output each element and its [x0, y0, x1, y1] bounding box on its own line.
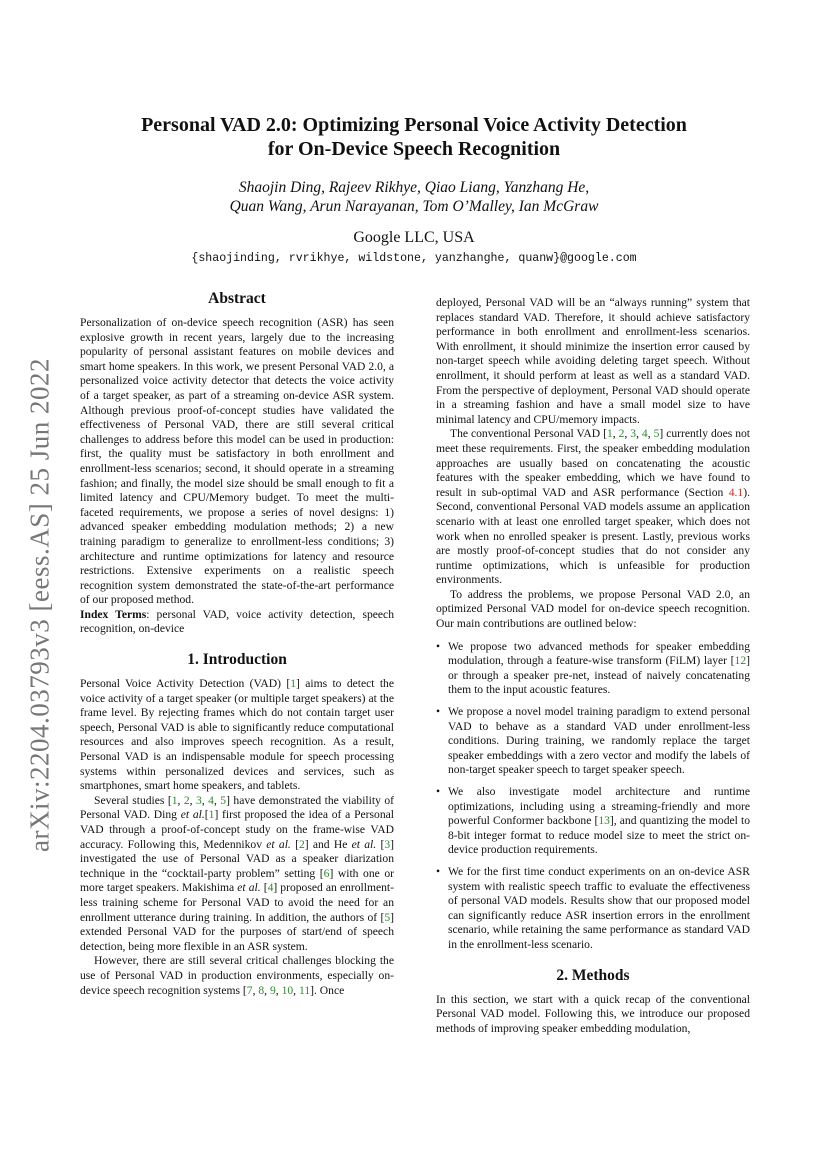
intro-paragraph-3: However, there are still several critical challenges blocking the use of Personal VAD in production environments, especially on-device speech recognition systems [7, 8, 9, 10, 11]. Once	[80, 954, 394, 997]
author-emails: {shaojinding, rvrikhye, wildstone, yanzhanghe, quanw}@google.com	[191, 252, 637, 265]
authors-line-2: Quan Wang, Arun Narayanan, Tom O’Malley, Ian McGraw	[229, 198, 599, 215]
list-item: • We propose two advanced methods for speaker embedding modulation, through a feature-wise transform (FiLM) layer [12] or through a speaker pre-net, instead of naively concatenating them to the input acoustic features.	[436, 640, 750, 698]
methods-paragraph: In this section, we start with a quick recap of the conventional Personal VAD model. Following this, we introduce our proposed methods of improving speaker embedding modulation,	[436, 992, 750, 1035]
citation-link[interactable]: 1	[606, 427, 613, 441]
section-link[interactable]: 4.1	[728, 485, 744, 499]
introduction-heading: 1. Introduction	[187, 651, 287, 669]
citation-link[interactable]: 3	[384, 837, 391, 851]
citation-link[interactable]: 10	[281, 983, 294, 997]
right-paragraph-1: deployed, Personal VAD will be an “always running” system that replaces standard VAD. Therefore, it should achieve satisfactory performance in both enrollment and enrollment-less scenarios. With enrollment, it should minimize the insertion error caused by non-target speech while avoiding deleting target speech. Without enrollment, it should perform at least as well as a standard VAD. From the perspective of deployment, Personal VAD should operate in a streaming fashion and have a small model size to have minimal latency and CPU/memory impacts.	[436, 296, 750, 426]
left-column	[80, 290, 394, 998]
intro-paragraph-2: Several studies [1, 2, 3, 4, 5] have demonstrated the viability of Personal VAD. Ding et al.[1] first proposed the idea of a Personal VAD through a proof-of-concept study on the frame-wise VAD accuracy. Following this, Medennikov et al. [2] and He et al. [3] investigated the use of Personal VAD as a speaker diarization technique in the “cocktail-party problem” setting [6] with one or more target speakers. Makishima et al. [4] proposed an enrollment-less training scheme for Personal VAD to avoid the need for an enrollment utterance during training. In addition, the authors of [5] extended Personal VAD for the purposes of start/end of speech detection, being more flexible in an ASR system.	[80, 793, 394, 953]
citation-link[interactable]: 12	[734, 654, 747, 668]
arxiv-stamp-text: arXiv:2204.03793v3 [eess.AS] 25 Jun 2022	[24, 358, 55, 852]
title-line-1: Personal VAD 2.0: Optimizing Personal Voice Activity Detection	[141, 114, 687, 136]
paper-header	[90, 113, 738, 265]
authors	[90, 178, 738, 216]
index-terms	[80, 608, 394, 637]
citation-link[interactable]: 2	[618, 427, 625, 441]
authors-line-1: Shaojin Ding, Rajeev Rikhye, Qiao Liang, Yanzhang He,	[238, 179, 590, 196]
methods-heading: 2. Methods	[556, 966, 630, 984]
citation-link[interactable]: 1	[208, 808, 215, 822]
index-terms-text: : personal VAD, voice activity detection, speech recognition, on-device	[80, 607, 395, 636]
arxiv-stamp	[16, 340, 64, 870]
abstract-text: Personalization of on-device speech recognition (ASR) has seen explosive growth in recent years, largely due to the increasing popularity of personal assistant features on mobile devices and smart home speakers. In this work, we present Personal VAD 2.0, a personalized voice activity detector that detects the voice activity of a target speaker, as part of a streaming on-device ASR system. Although previous proof-of-concept studies have validated the effectiveness of Personal VAD, there are still several critical challenges to address before this model can be used in production: first, the quality must be satisfactory in both enrollment and enrollment-less scenarios; second, it should operate in a streaming fashion; and finally, the model size should be small enough to fit a limited latency and CPU/Memory budget. To meet the multi-faceted requirements, we propose a series of novel designs: 1) advanced speaker embedding modulation methods; 2) a new training paradigm to generalize to enrollment-less conditions; 3) architecture and runtime optimizations for latency and resource restrictions. Extensive experiments on a realistic speech recognition system demonstrated the state-of-the-art performance of our proposed method.	[80, 316, 394, 607]
citation-link[interactable]: 1	[290, 677, 297, 691]
title-line-2: for On-Device Speech Recognition	[267, 138, 561, 160]
right-column	[436, 296, 750, 1036]
abstract-heading: Abstract	[208, 290, 266, 307]
citation-link[interactable]: 2	[298, 837, 305, 851]
contributions-list	[436, 640, 750, 953]
citation-link[interactable]: 3	[630, 427, 637, 441]
intro-paragraph-1: Personal Voice Activity Detection (VAD) [1] aims to detect the voice activity of a target speaker (or multiple target speakers) at the frame level. By rejecting frames which do not contain target user speech, Personal VAD is able to significantly reduce computational resources and also improves speech recognition. As a result, Personal VAD is an indispensable module for speech processing systems within personalized devices and services, such as smartphones, smart home speakers, and tablets.	[80, 677, 394, 793]
citation-link[interactable]: 5	[653, 427, 660, 441]
citation-link[interactable]: 5	[384, 910, 391, 924]
citation-link[interactable]: 3	[196, 793, 202, 807]
citation-link[interactable]: 9	[269, 983, 276, 997]
list-item: • We for the first time conduct experiments on an on-device ASR system with realistic speech traffic to evaluate the effectiveness of personal VAD models. Results show that our proposed model can significantly reduce ASR insertion errors in the enrollment scenario, while retaining the same performance as standard VAD in the enrollment-less scenario.	[436, 865, 750, 953]
citation-link[interactable]: 1	[171, 793, 178, 807]
index-terms-label: Index Terms	[80, 607, 147, 621]
list-item: • We propose a novel model training paradigm to extend personal VAD to behave as a standard VAD under enrollment-less conditions. During training, we randomly replace the target speaker embeddings with a zero vector and modify the labels of non-target speaker speech to target speaker speech.	[436, 705, 750, 778]
affiliation: Google LLC, USA	[353, 229, 475, 246]
right-paragraph-3: To address the problems, we propose Personal VAD 2.0, an optimized Personal VAD model for on-device speech recognition. Our main contributions are outlined below:	[436, 587, 750, 631]
list-item: • We also investigate model architecture and runtime optimizations, including using a streaming-friendly and more powerful Conformer backbone [13], and quantizing the model to 8-bit integer format to reduce model size to meet the strict on-device production requirements.	[436, 785, 750, 858]
citation-link[interactable]: 5	[220, 793, 227, 807]
citation-link[interactable]: 13	[598, 814, 610, 828]
paper-title	[90, 113, 738, 161]
citation-link[interactable]: 4	[267, 881, 274, 895]
right-paragraph-2: The conventional Personal VAD [1, 2, 3, 4, 5] currently does not meet these requirements. First, the speaker embedding modulation approaches are usually based on concatenating the acoustic features with the speaker embedding, which we have found to result in sub-optimal VAD and ASR performance (Section 4.1). Second, conventional Personal VAD models assume an application scenario with at least one enrolled target speaker, which does not work when no enrolled speaker is present. Lastly, previous works are mostly proof-of-concept studies that do not consider any runtime optimizations, which is unfeasible for production environments.	[436, 427, 751, 587]
citation-link[interactable]: 8	[258, 983, 265, 997]
citation-link[interactable]: 4	[641, 427, 648, 441]
citation-link[interactable]: 2	[183, 793, 190, 807]
citation-link[interactable]: 4	[208, 793, 214, 807]
citation-link[interactable]: 6	[323, 866, 330, 880]
citation-link[interactable]: 7	[246, 983, 253, 997]
citation-link[interactable]: 11	[298, 983, 311, 997]
